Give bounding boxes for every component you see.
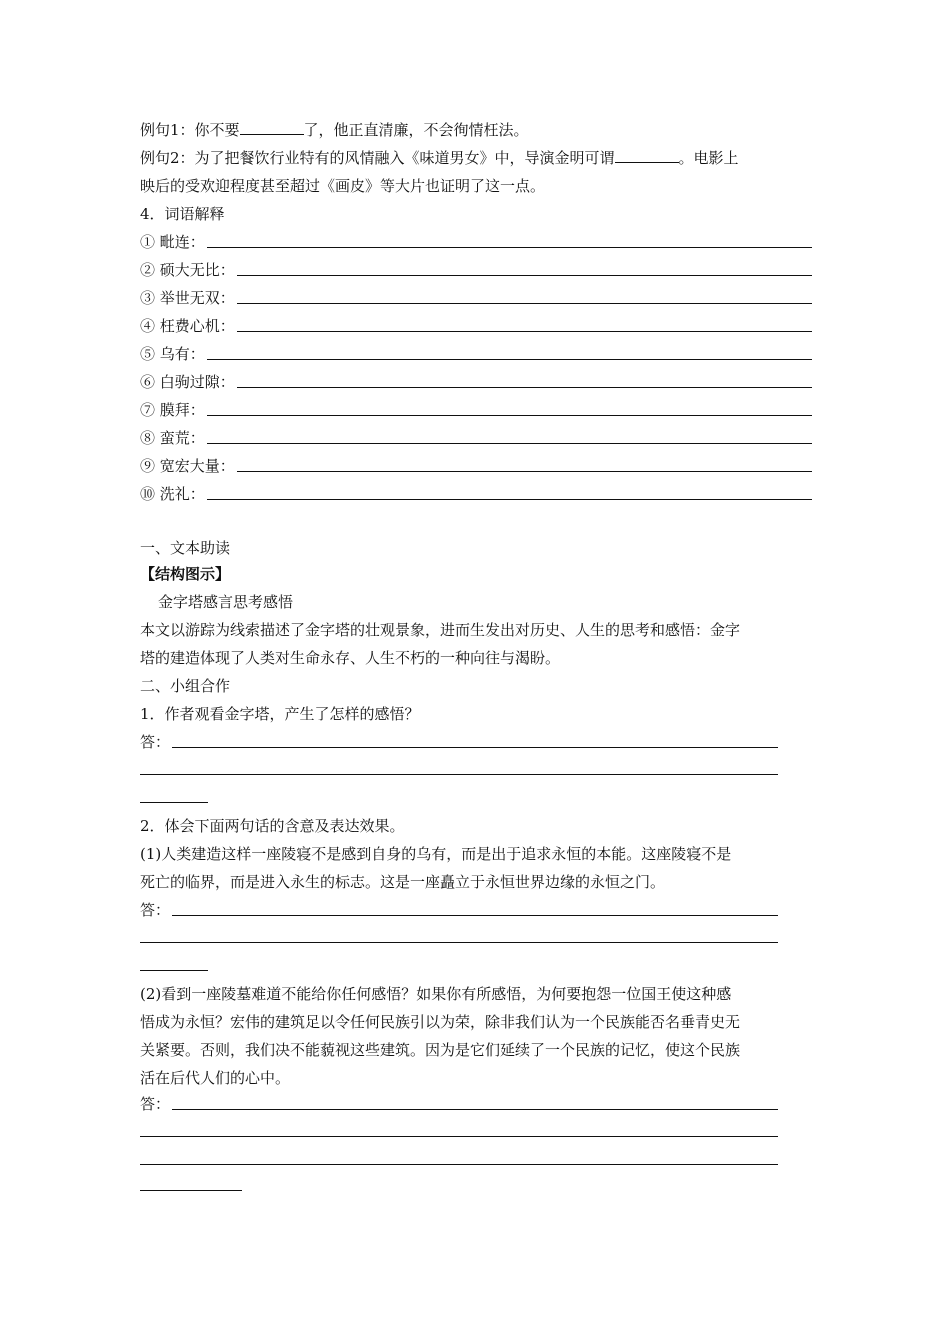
answer-line[interactable] — [140, 942, 778, 943]
answer-row — [140, 900, 778, 920]
answer-line[interactable] — [237, 331, 812, 332]
answer-line[interactable] — [237, 471, 812, 472]
vocab-term: ① 毗连： — [140, 233, 205, 251]
quote-2-line-4: 活在后代人们的心中。 — [140, 1069, 291, 1087]
example-1-text-a: 例句1：你不要 — [140, 121, 240, 139]
answer-line[interactable] — [172, 1109, 778, 1110]
answer-row — [140, 1094, 778, 1114]
answer-row — [140, 732, 778, 752]
vocab-row — [140, 456, 812, 476]
answer-line[interactable] — [140, 1164, 778, 1165]
example-sentence-2 — [140, 148, 739, 168]
vocab-row — [140, 428, 812, 448]
vocab-heading: 4．词语解释 — [140, 205, 225, 223]
vocab-row — [140, 344, 812, 364]
example-sentence-2-cont: 映后的受欢迎程度甚至超过《画皮》等大片也证明了这一点。 — [140, 177, 546, 195]
example-1-text-b: 了，他正直清廉，不会徇情枉法。 — [303, 121, 529, 139]
vocab-term: ⑤ 乌有： — [140, 345, 205, 363]
answer-line[interactable] — [237, 303, 812, 304]
answer-line[interactable] — [140, 1136, 778, 1137]
fill-blank[interactable] — [240, 121, 304, 135]
quote-1-line-1: (1)人类建造这样一座陵寝不是感到自身的乌有，而是出于追求永恒的本能。这座陵寝不是 — [140, 845, 732, 863]
answer-label: 答： — [140, 901, 171, 919]
vocab-term: ⑦ 膜拜： — [140, 401, 205, 419]
question-1: 1．作者观看金字塔，产生了怎样的感悟？ — [140, 705, 420, 723]
example-2-text-b: 。电影上 — [678, 149, 739, 167]
fill-blank[interactable] — [615, 149, 679, 163]
answer-line-end[interactable] — [140, 802, 208, 803]
answer-line[interactable] — [207, 415, 812, 416]
quote-2-line-1: (2)看到一座陵墓难道不能给你任何感悟？如果你有所感悟，为何要抱怨一位国王使这种感 — [140, 985, 732, 1003]
answer-line[interactable] — [207, 247, 812, 248]
summary-line-2: 塔的建造体现了人类对生命永存、人生不朽的一种向往与渴盼。 — [140, 649, 561, 667]
summary-line-1: 本文以游踪为线索描述了金字塔的壮观景象，进而生发出对历史、人生的思考和感悟：金字 — [140, 621, 741, 639]
vocab-row — [140, 484, 812, 504]
answer-line[interactable] — [172, 915, 778, 916]
answer-line-end[interactable] — [140, 1190, 242, 1191]
vocab-row — [140, 316, 812, 336]
answer-line[interactable] — [207, 499, 812, 500]
quote-2-line-2: 悟成为永恒？宏伟的建筑足以令任何民族引以为荣，除非我们认为一个民族能否名垂青史无 — [140, 1013, 741, 1031]
vocab-term: ⑩ 洗礼： — [140, 485, 205, 503]
vocab-term: ② 硕大无比： — [140, 261, 235, 279]
structure-label: 【结构图示】 — [140, 565, 231, 583]
vocab-row — [140, 372, 812, 392]
vocab-term: ⑨ 宽宏大量： — [140, 457, 235, 475]
quote-2-line-3: 关紧要。否则，我们决不能藐视这些建筑。因为是它们延续了一个民族的记忆，使这个民族 — [140, 1041, 741, 1059]
example-sentence-1 — [140, 120, 529, 140]
answer-line[interactable] — [140, 774, 778, 775]
answer-label: 答： — [140, 733, 171, 751]
vocab-term: ④ 枉费心机： — [140, 317, 235, 335]
vocab-term: ⑧ 蛮荒： — [140, 429, 205, 447]
answer-line-end[interactable] — [140, 970, 208, 971]
answer-label: 答： — [140, 1095, 171, 1113]
structure-diagram-text: 金字塔感言思考感悟 — [158, 593, 294, 611]
quote-1-line-2: 死亡的临界，而是进入永生的标志。这是一座矗立于永恒世界边缘的永恒之门。 — [140, 873, 666, 891]
vocab-row — [140, 288, 812, 308]
section-2-heading: 二、小组合作 — [140, 677, 231, 695]
example-2-text-a: 例句2：为了把餐饮行业特有的风情融入《味道男女》中，导演金明可谓 — [140, 149, 615, 167]
answer-line[interactable] — [237, 275, 812, 276]
vocab-row — [140, 232, 812, 252]
answer-line[interactable] — [172, 747, 778, 748]
vocab-term: ⑥ 白驹过隙： — [140, 373, 235, 391]
vocab-term: ③ 举世无双： — [140, 289, 235, 307]
vocab-row — [140, 400, 812, 420]
answer-line[interactable] — [237, 387, 812, 388]
question-2: 2．体会下面两句话的含意及表达效果。 — [140, 817, 405, 835]
section-1-heading: 一、文本助读 — [140, 539, 231, 557]
answer-line[interactable] — [207, 443, 812, 444]
vocab-row — [140, 260, 812, 280]
answer-line[interactable] — [207, 359, 812, 360]
